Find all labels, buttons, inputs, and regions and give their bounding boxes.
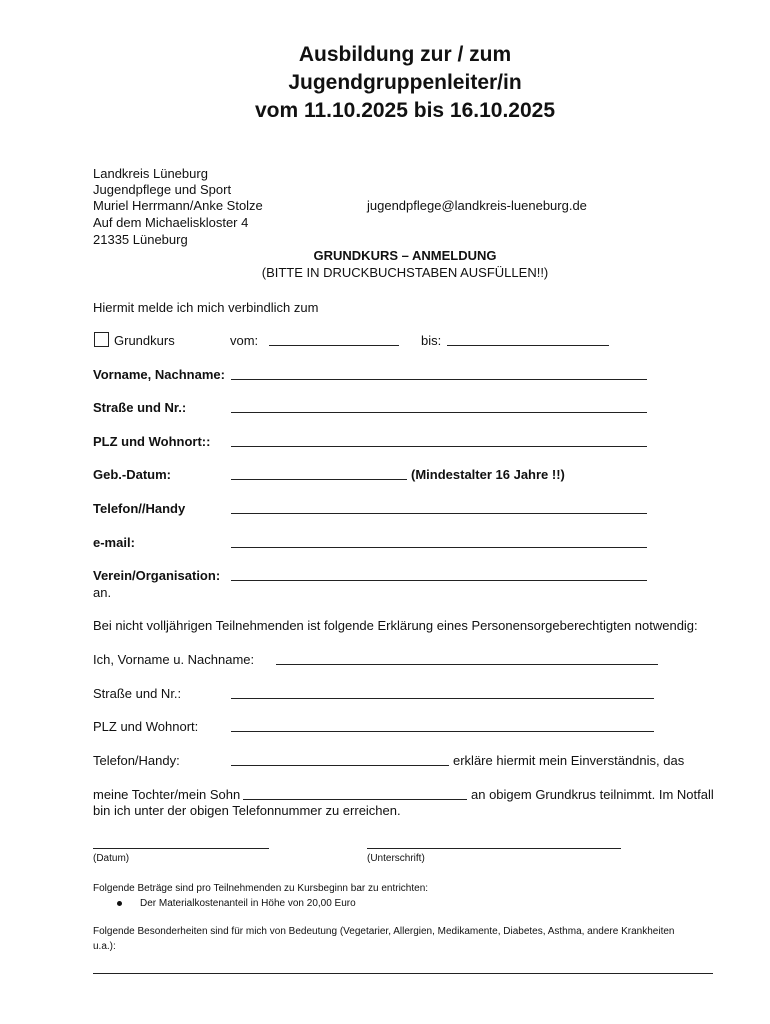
from-date-field[interactable]	[269, 345, 399, 346]
special-notes-line-1: Folgende Besonderheiten sind für mich von Bedeutung (Vegetarier, Allergien, Medikamente, Diabetes, Asthma, andere Krankheiten	[93, 926, 675, 937]
guardian-zip-city-label: PLZ und Wohnort:	[93, 719, 199, 734]
guardian-phone-field[interactable]	[231, 765, 449, 766]
zip-city-label: PLZ und Wohnort::	[93, 434, 211, 449]
club-field[interactable]	[231, 580, 647, 581]
intro-text: Hiermit melde ich mich verbindlich zum	[93, 300, 319, 315]
guardian-street-field[interactable]	[231, 698, 654, 699]
form-subheading: (BITTE IN DRUCKBUCHSTABEN AUSFÜLLEN!!)	[261, 265, 549, 280]
special-notes-field[interactable]	[93, 973, 713, 974]
min-age-note: (Mindestalter 16 Jahre !!)	[411, 467, 565, 482]
child-label: meine Tochter/mein Sohn	[93, 787, 241, 802]
title-line-3: vom 11.10.2025 bis 16.10.2025	[254, 99, 556, 122]
date-label: (Datum)	[93, 853, 130, 864]
to-label: bis:	[421, 333, 442, 348]
guardian-intro: Bei nicht volljährigen Teilnehmenden ist folgende Erklärung eines Personensorgeberechtigten notwendig:	[93, 618, 698, 633]
street-field[interactable]	[231, 412, 647, 413]
guardian-phone-label: Telefon/Handy:	[93, 753, 180, 768]
emergency-text: bin ich unter der obigen Telefonnummer zu erreichen.	[93, 803, 401, 818]
fees-item: Der Materialkostenanteil in Höhe von 20,00 Euro	[140, 898, 356, 909]
street-label: Straße und Nr.:	[93, 400, 187, 415]
title-line-2: Jugendgruppenleiter/in	[288, 71, 522, 94]
grundkurs-label: Grundkurs	[114, 333, 175, 348]
guardian-street-label: Straße und Nr.:	[93, 686, 182, 701]
club-label: Verein/Organisation:	[93, 568, 221, 583]
birthdate-field[interactable]	[231, 479, 407, 480]
signature-field[interactable]	[367, 848, 621, 849]
child-suffix: an obigem Grundkrus teilnimmt. Im Notfall	[471, 787, 714, 802]
name-field[interactable]	[231, 379, 647, 380]
address-line-2: Jugendpflege und Sport	[93, 182, 232, 197]
zip-city-field[interactable]	[231, 446, 647, 447]
address-line-1: Landkreis Lüneburg	[93, 166, 208, 181]
address-line-4: Auf dem Michaeliskloster 4	[93, 215, 249, 230]
phone-field[interactable]	[231, 513, 647, 514]
guardian-name-field[interactable]	[276, 664, 658, 665]
date-signature-field[interactable]	[93, 848, 269, 849]
grundkurs-checkbox[interactable]	[94, 332, 109, 347]
contact-email: jugendpflege@landkreis-lueneburg.de	[367, 198, 587, 213]
address-line-5: 21335 Lüneburg	[93, 232, 188, 247]
child-name-field[interactable]	[243, 799, 467, 800]
email-field[interactable]	[231, 547, 647, 548]
guardian-name-label: Ich, Vorname u. Nachname:	[93, 652, 255, 667]
club-suffix: an.	[93, 585, 112, 600]
guardian-zip-city-field[interactable]	[231, 731, 654, 732]
phone-label: Telefon//Handy	[93, 501, 186, 516]
signature-label: (Unterschrift)	[367, 853, 425, 864]
form-heading: GRUNDKURS – ANMELDUNG	[313, 248, 497, 263]
email-label: e-mail:	[93, 535, 135, 550]
fees-intro: Folgende Beträge sind pro Teilnehmenden zu Kursbeginn bar zu entrichten:	[93, 883, 429, 894]
from-label: vom:	[230, 333, 259, 348]
birthdate-label: Geb.-Datum:	[93, 467, 171, 482]
bullet-icon	[117, 901, 122, 906]
consent-text: erkläre hiermit mein Einverständnis, das	[453, 753, 685, 768]
name-label: Vorname, Nachname:	[93, 367, 225, 382]
address-line-3: Muriel Herrmann/Anke Stolze	[93, 198, 263, 213]
special-notes-line-2: u.a.):	[93, 941, 116, 952]
title-line-1: Ausbildung zur / zum	[298, 43, 512, 66]
to-date-field[interactable]	[447, 345, 609, 346]
